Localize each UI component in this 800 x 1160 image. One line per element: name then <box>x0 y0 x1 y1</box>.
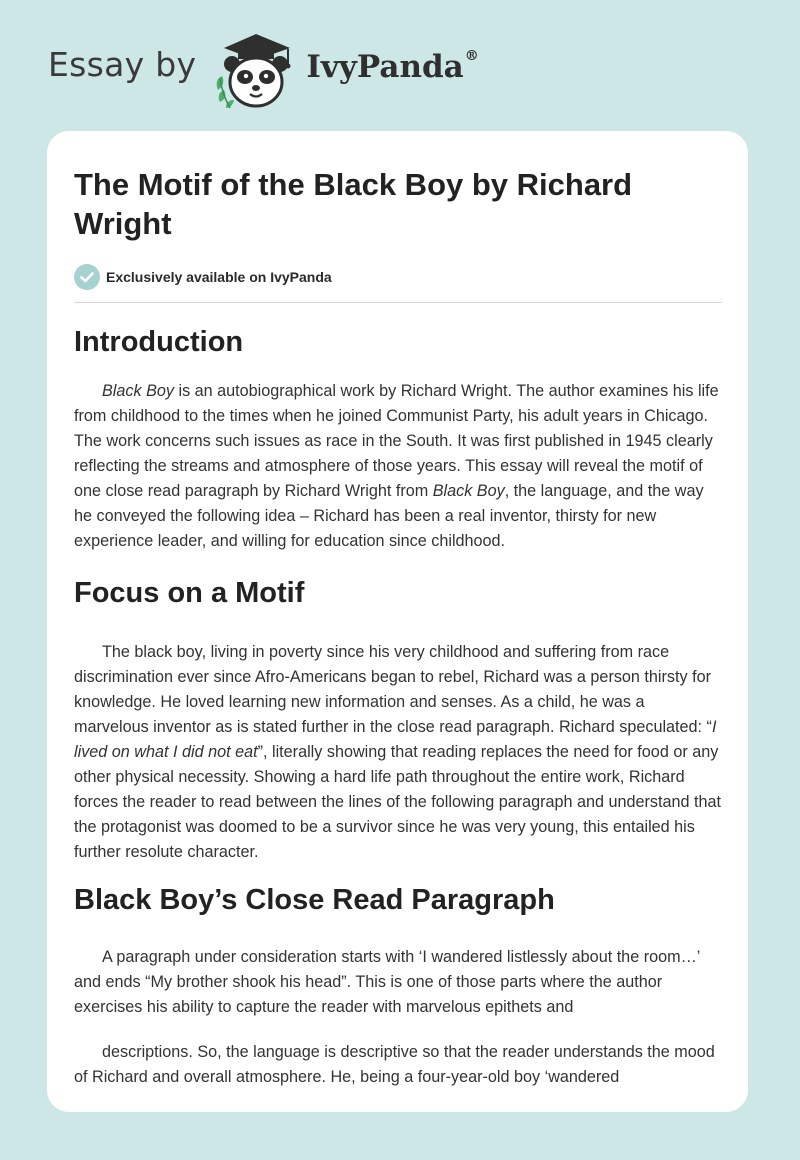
brand-text: IvyPanda <box>306 49 464 85</box>
title-divider <box>74 302 722 303</box>
exclusive-badge <box>74 263 722 291</box>
book-title-italic: Black Boy <box>102 382 174 400</box>
site-header <box>48 28 479 112</box>
section-heading-close-read-paragraph: Black Boy’s Close Read Paragraph <box>74 884 555 916</box>
paragraph-text: The black boy, living in poverty since his very childhood and suffering from race discrimination ever since Afro-Americans began to rebel, Richard was a person thirsty for knowledge. He loved learning new information and senses. As a child, he was a marvelous inventor as is stated further in the close read paragraph. Richard speculated: “ <box>74 643 712 736</box>
close-read-paragraph: A paragraph under consideration starts with ‘I wandered listlessly about the room…’ and ends “My brother shook his head”. This is one of those parts where the author exercises his ability to capture the reader with marvelous epithets and <box>74 948 700 1016</box>
essay-by-label: Essay by <box>48 44 197 84</box>
essay-title: The Motif of the Black Boy by Richard Wright <box>74 167 633 241</box>
quote-italic: I lived on what I did not eat <box>74 718 717 761</box>
paragraph-text: , the language, and the way he conveyed the following idea – Richard has been a real inventor, thirsty for new experience leader, and willing for education since childhood. <box>74 482 704 550</box>
exclusive-label: Exclusively available on IvyPanda <box>106 269 332 285</box>
check-circle-icon <box>74 264 100 290</box>
registered-mark: ® <box>464 47 479 64</box>
introduction-paragraph <box>74 379 722 554</box>
section-heading-introduction: Introduction <box>74 326 244 358</box>
motif-paragraph <box>74 640 722 865</box>
close-read-paragraph-continued: descriptions. So, the language is descriptive so that the reader understands the mood of Richard and overall atmosphere. He, being a four-year-old boy ‘wandered <box>74 1043 715 1086</box>
brand-name[interactable] <box>306 49 478 85</box>
paragraph-text: ”, literally showing that reading replaces the need for food or any other physical necessity. Showing a hard life path throughout the entire work, Richard forces the reader to read between the lines of the following paragraph and understand that the protagonist was doomed to be a survivor since he was very young, this entailed his further resolute character. <box>74 743 722 861</box>
essay-content <box>74 165 722 1090</box>
section-heading-focus-on-a-motif: Focus on a Motif <box>74 577 305 609</box>
paragraph-text: is an autobiographical work by Richard Wright. The author examines his life from childhood to the times when he joined Communist Party, his adult years in Chicago. The work concerns such issues as race in the South. It was first published in 1945 clearly reflecting the streams and atmosphere of those years. This essay will reveal the motif of one close read paragraph by Richard Wright from <box>74 382 719 500</box>
essay-card <box>47 131 748 1112</box>
book-title-italic: Black Boy <box>432 482 505 500</box>
panda-graduate-logo-icon[interactable] <box>212 28 300 112</box>
